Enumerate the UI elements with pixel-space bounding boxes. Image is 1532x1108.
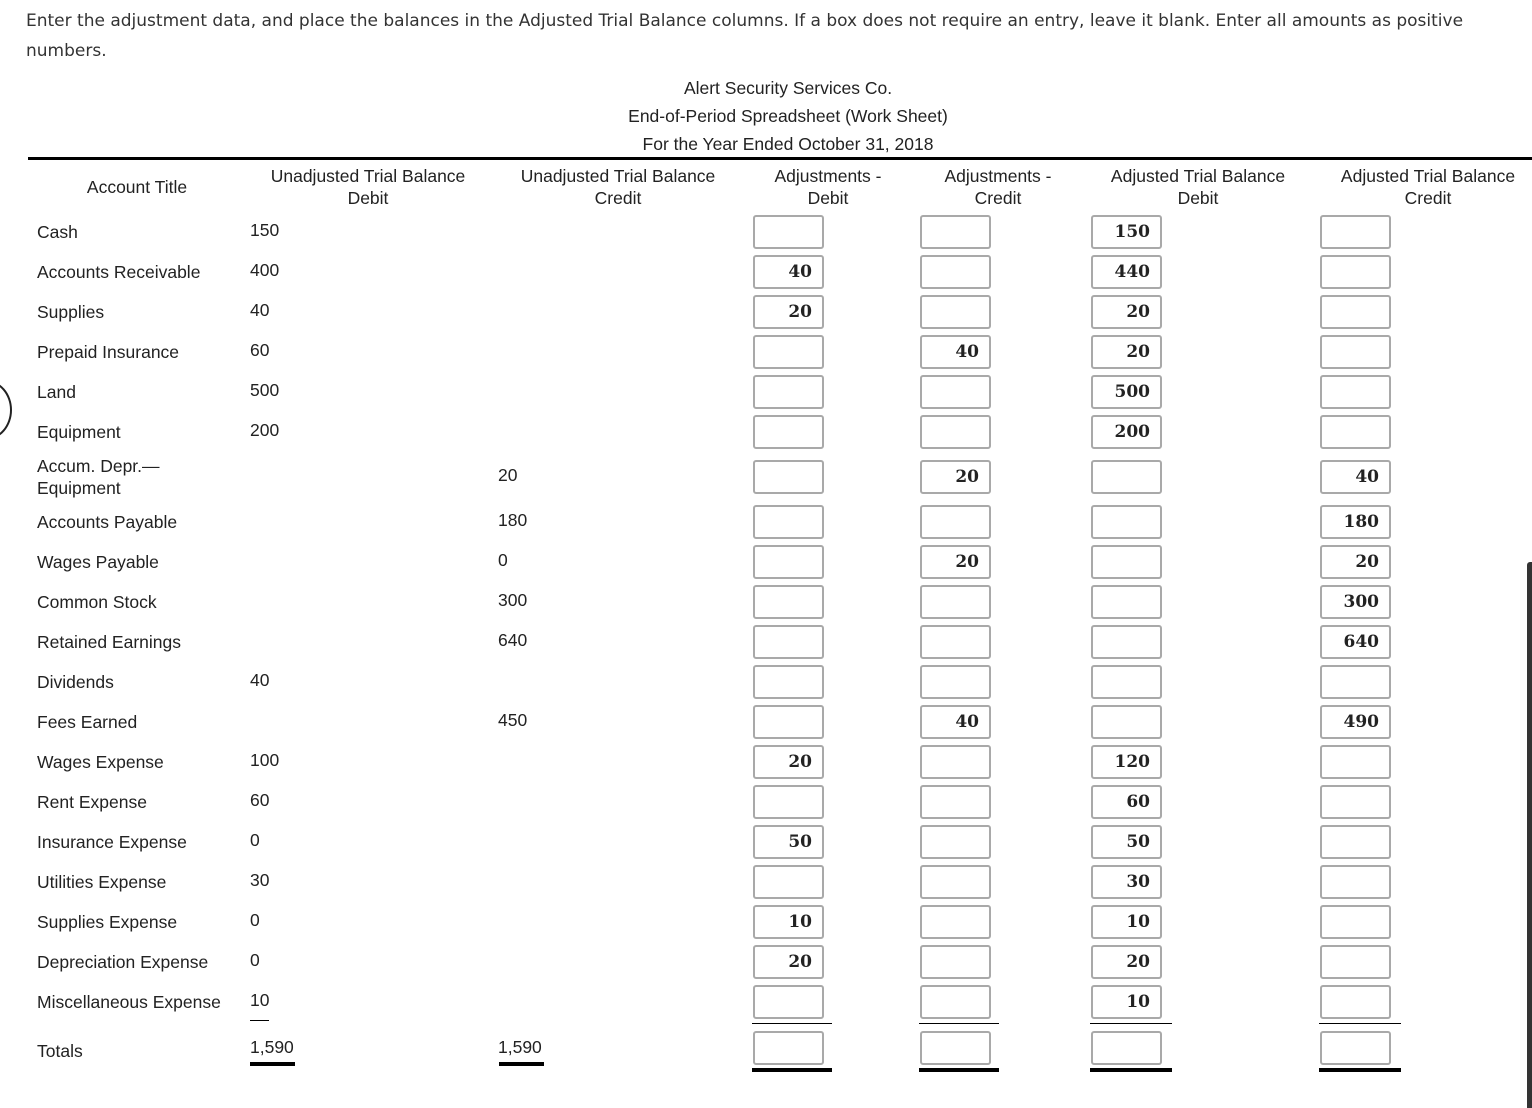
adj-credit-input[interactable] [920,825,991,859]
atb-credit-input[interactable] [1320,785,1391,819]
unadjusted-debit-value: 60 [250,340,270,360]
total-double-underline [1090,1068,1172,1072]
unadjusted-debit-value: 60 [250,790,270,810]
adj-debit-input[interactable] [753,665,824,699]
account-title: Equipment [37,422,121,442]
column-header-line: Adjustments - [774,166,882,186]
unadjusted-debit-value: 0 [250,830,260,850]
atb-credit-input[interactable]: 180 [1320,505,1391,539]
atb-credit-input[interactable] [1320,295,1391,329]
adj-credit-input[interactable] [920,375,991,409]
adj-debit-input[interactable] [753,985,824,1019]
column-header-line: Credit [594,188,642,208]
account-title: Dividends [37,672,114,692]
column-header-line: Credit [974,188,1022,208]
adj-credit-input[interactable] [920,745,991,779]
atb-credit-input[interactable] [1320,825,1391,859]
unadjusted-debit-value: 40 [250,670,270,690]
adj-debit-input[interactable] [753,705,824,739]
totals-label: Totals [37,1041,83,1061]
total-double-underline [1319,1068,1401,1072]
column-header-account: Account Title [86,177,188,197]
unadjusted-debit-value: 10 [250,990,270,1010]
column-header-line: Debit [1177,188,1219,208]
column-header-line: Unadjusted Trial Balance [270,166,466,186]
unadjusted-debit-value: 500 [250,380,280,400]
atb-credit-input[interactable] [1320,865,1391,899]
unadjusted-debit-value: 400 [250,260,280,280]
adj-credit-input[interactable] [920,255,991,289]
account-title: Common Stock [37,592,157,612]
header-rule [28,157,1532,160]
atb-debit-input[interactable] [1091,665,1162,699]
atb-debit-input[interactable]: 440 [1091,255,1162,289]
atb-debit-input[interactable]: 150 [1091,215,1162,249]
statement-title: End-of-Period Spreadsheet (Work Sheet) [628,106,948,126]
company-name: Alert Security Services Co. [683,78,893,98]
adj-credit-input[interactable] [920,295,991,329]
atb-credit-input[interactable]: 640 [1320,625,1391,659]
atb-debit-input[interactable]: 50 [1091,825,1162,859]
unadjusted-credit-value: 20 [498,465,518,485]
atb-credit-input[interactable] [1320,945,1391,979]
statement-period: For the Year Ended October 31, 2018 [642,134,934,154]
unadjusted-credit-total: 1,590 [498,1037,542,1057]
atb-credit-total-input[interactable] [1320,1031,1391,1065]
account-title: Insurance Expense [37,832,187,852]
total-double-underline [919,1068,999,1072]
atb-debit-input[interactable] [1091,545,1162,579]
account-title: Supplies Expense [37,912,178,932]
column-header-line: Debit [807,188,849,208]
adj-credit-input[interactable] [920,625,991,659]
adj-credit-input[interactable] [920,585,991,619]
adj-credit-input[interactable] [920,215,991,249]
adj-credit-input[interactable]: 20 [920,460,991,494]
column-header-unadj-credit [502,165,734,209]
atb-debit-input[interactable]: 20 [1091,335,1162,369]
atb-debit-total-input[interactable] [1091,1031,1162,1065]
column-header-atb-debit [1092,165,1304,209]
atb-debit-input[interactable]: 30 [1091,865,1162,899]
account-title: Retained Earnings [37,632,181,652]
atb-credit-input[interactable]: 40 [1320,460,1391,494]
atb-debit-input[interactable] [1091,705,1162,739]
unadjusted-debit-value: 0 [250,910,260,930]
adj-debit-input[interactable] [753,505,824,539]
account-title: Supplies [37,302,105,322]
adj-debit-input[interactable] [753,375,824,409]
total-double-underline [250,1062,295,1066]
atb-credit-input[interactable] [1320,335,1391,369]
atb-credit-input[interactable] [1320,665,1391,699]
atb-debit-input[interactable]: 10 [1091,985,1162,1019]
adj-debit-input[interactable] [753,585,824,619]
atb-debit-input[interactable]: 20 [1091,295,1162,329]
atb-credit-input[interactable] [1320,255,1391,289]
adj-credit-input[interactable] [920,865,991,899]
adj-debit-input[interactable]: 20 [753,745,824,779]
partial-circle-decoration [0,380,12,440]
adj-credit-input[interactable] [920,985,991,1019]
atb-debit-input[interactable]: 60 [1091,785,1162,819]
account-title: Land [37,382,76,402]
adj-debit-input[interactable] [753,785,824,819]
account-title: Fees Earned [37,712,138,732]
unadjusted-credit-value: 0 [498,550,508,570]
atb-credit-input[interactable] [1320,375,1391,409]
instructions-text: Enter the adjustment data, and place the balances in the Adjusted Trial Balance columns. If a box does not require an entry, leave it blank. Enter all amounts as positive numbers. [26,11,1464,61]
adj-debit-input[interactable] [753,215,824,249]
atb-debit-input[interactable] [1091,625,1162,659]
unadjusted-credit-value: 300 [498,590,528,610]
account-title: Accounts Receivable [37,262,201,282]
adj-debit-input[interactable]: 40 [753,255,824,289]
atb-debit-input[interactable]: 500 [1091,375,1162,409]
adj-credit-input[interactable] [920,945,991,979]
atb-debit-input[interactable] [1091,505,1162,539]
adj-debit-input[interactable] [753,460,824,494]
unadjusted-debit-total: 1,590 [250,1037,294,1057]
adj-credit-input[interactable]: 40 [920,705,991,739]
column-header-line: Debit [347,188,389,208]
atb-debit-input[interactable] [1091,585,1162,619]
atb-debit-input[interactable]: 120 [1091,745,1162,779]
total-double-underline [752,1068,832,1072]
scrollbar[interactable] [1527,562,1532,1108]
unadjusted-debit-value: 30 [250,870,270,890]
unadjusted-debit-value: 150 [250,220,280,240]
adj-credit-total-input[interactable] [920,1031,991,1065]
adj-credit-input[interactable]: 40 [920,335,991,369]
column-header-line: Adjusted Trial Balance [1110,166,1286,186]
adj-debit-input[interactable] [753,865,824,899]
unadjusted-credit-value: 180 [498,510,528,530]
subtotal-underline [919,1023,999,1024]
adj-credit-input[interactable] [920,665,991,699]
account-title: Accounts Payable [37,512,178,532]
unadjusted-debit-value: 40 [250,300,270,320]
account-title: Rent Expense [37,792,147,812]
atb-credit-input[interactable] [1320,905,1391,939]
atb-credit-input[interactable] [1320,215,1391,249]
account-title: Miscellaneous Expense [37,992,221,1012]
subtotal-underline [752,1023,832,1024]
column-header-line: Adjustments - [944,166,1052,186]
column-header-line: Adjusted Trial Balance [1340,166,1516,186]
atb-debit-input[interactable]: 10 [1091,905,1162,939]
unadjusted-credit-value: 640 [498,630,528,650]
atb-debit-input[interactable]: 200 [1091,415,1162,449]
unadjusted-debit-value: 100 [250,750,280,770]
account-title: Prepaid Insurance [37,342,180,362]
adj-credit-input[interactable]: 20 [920,545,991,579]
adj-debit-input[interactable]: 20 [753,295,824,329]
adj-debit-input[interactable]: 50 [753,825,824,859]
atb-debit-input[interactable]: 20 [1091,945,1162,979]
account-title: Wages Payable [37,552,159,572]
subtotal-underline [1090,1023,1172,1024]
subtotal-underline [250,1020,269,1021]
account-title: Accum. Depr.— Equipment [37,456,160,498]
account-title: Wages Expense [37,752,164,772]
adj-credit-input[interactable] [920,505,991,539]
unadjusted-debit-value: 200 [250,420,280,440]
column-header-atb-credit [1332,165,1524,209]
unadjusted-debit-value: 0 [250,950,260,970]
adj-debit-input[interactable]: 10 [753,905,824,939]
atb-credit-input[interactable]: 20 [1320,545,1391,579]
adj-debit-input[interactable] [753,545,824,579]
atb-credit-input[interactable] [1320,985,1391,1019]
unadjusted-credit-value: 450 [498,710,528,730]
account-title: Depreciation Expense [37,952,209,972]
column-header-line: Unadjusted Trial Balance [520,166,716,186]
account-title: Utilities Expense [37,872,167,892]
adj-credit-input[interactable] [920,415,991,449]
atb-debit-input[interactable] [1091,460,1162,494]
account-title: Cash [37,222,78,242]
adj-credit-input[interactable] [920,905,991,939]
column-header-line: Credit [1404,188,1452,208]
adj-debit-input[interactable] [753,415,824,449]
column-header-adj-debit [752,165,904,209]
column-header-unadj-debit [252,165,484,209]
atb-credit-input[interactable]: 490 [1320,705,1391,739]
subtotal-underline [1319,1023,1401,1024]
adj-credit-input[interactable] [920,785,991,819]
adj-debit-total-input[interactable] [753,1031,824,1065]
column-header-adj-credit [922,165,1074,209]
atb-credit-input[interactable] [1320,745,1391,779]
adj-debit-input[interactable] [753,625,824,659]
atb-credit-input[interactable] [1320,415,1391,449]
adj-debit-input[interactable] [753,335,824,369]
total-double-underline [499,1062,544,1066]
adj-debit-input[interactable]: 20 [753,945,824,979]
atb-credit-input[interactable]: 300 [1320,585,1391,619]
